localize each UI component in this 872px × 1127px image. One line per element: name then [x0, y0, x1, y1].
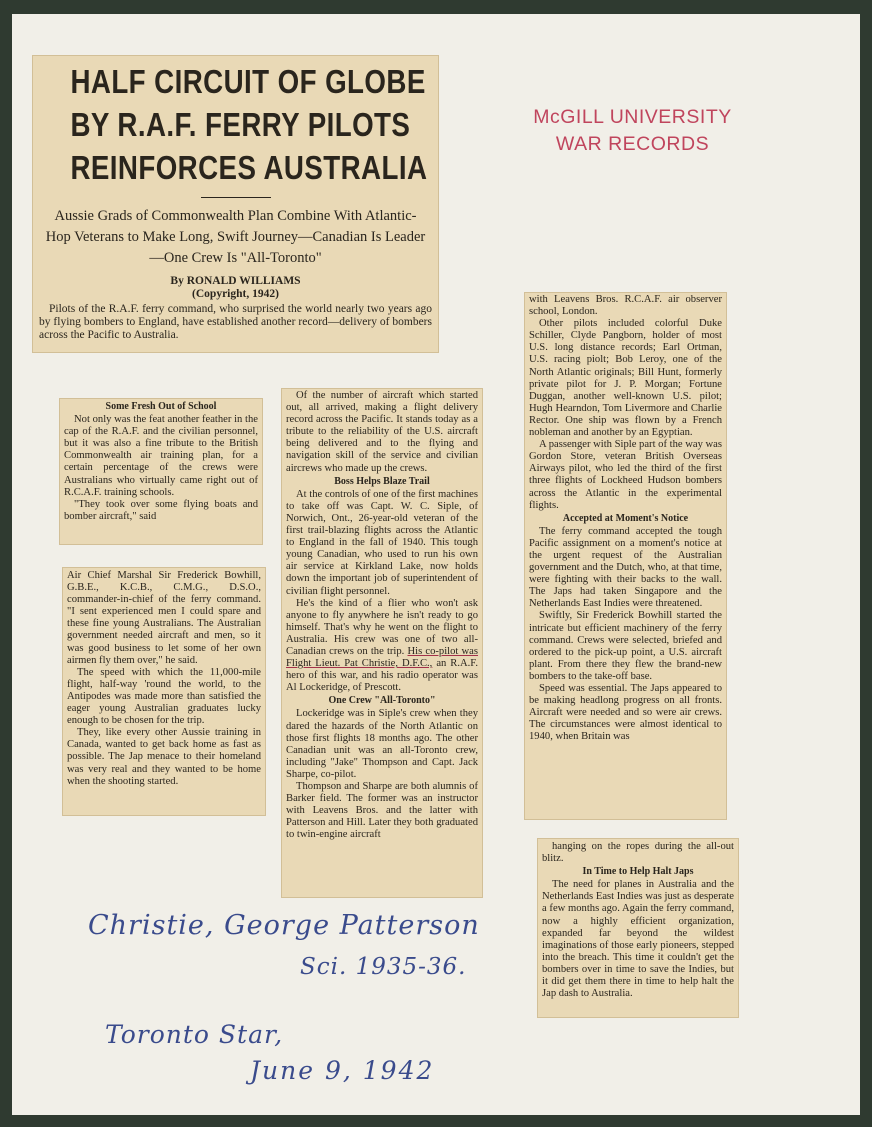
byline: By RONALD WILLIAMS: [170, 275, 301, 287]
handwritten-faculty-year: Sci. 1935-36.: [300, 954, 467, 980]
paragraph: The ferry command accepted the tough Pacific assignment on a moment's notice at the urgent request of the Australian government and the Dutch, who, at that time, were fighting with their backs to the wall. The Japs had taken Singapore and the Netherlands East Indies were threatened.: [529, 525, 722, 610]
underlined-christie: His co-pilot was Flight Lieut. Pat Christie, D.F.C.,: [286, 645, 478, 670]
headline-rule: [201, 197, 271, 198]
paragraph: Other pilots included colorful Duke Schiller, Clyde Pangborn, holder of most U.S. long distance records; Earl Ortman, U.S. racing piolt; Bob Leroy, one of the North Atlantic originals; Bill Hunt, formerly private pilot for J. P. Morgan; Fortune Duggan, another well-known U.S. pilot; Hugh Hearndon, Tom Livermore and Charlie Rector. One ship was flown by a French nobleman and another by an Egyptian.: [529, 318, 722, 439]
headline-line-3: REINFORCES AUSTRALIA: [70, 149, 428, 186]
clipping-col3a: [525, 293, 726, 819]
subhead-in-time: In Time to Help Halt Japs: [582, 866, 694, 878]
paragraph: Speed was essential. The Japs appeared to be making headlong progress on all fronts. Aircraft were needed and so were air crews. The circumstances were almost identical to 1940, when Britain was: [529, 683, 722, 743]
subhead-fresh-out: Some Fresh Out of School: [105, 401, 217, 412]
paragraph: A passenger with Siple part of the way was Gordon Store, veteran British Overseas Airways pilot, who led the third of the first three flights of Lockheed Hudson bombers across the Atlantic in the experimental flights.: [529, 439, 722, 511]
paragraph-part: He's the kind of a flier who won't ask anyone to fly anywhere he isn't ready to go himself. That's why he went on the flight to Australia. His crew was one of two all-Canadian crews on the trip.: [286, 597, 478, 657]
paragraph: Swiftly, Sir Frederick Bowhill started the intricate but efficient machinery of the ferry command. Crews were selected, briefed and ordered to the pick-up point, a U.S. aircraft plant. From there they flew the brand-new bombers to the take-off base.: [529, 610, 722, 682]
paragraph: The speed with which the 11,000-mile flight, half-way 'round the world, to the Antipodes was made more than satisfied the eager young Australian graduates lucky enough to be chosen for the trip.: [67, 666, 261, 727]
deck: Aussie Grads of Commonwealth Plan Combine With Atlantic-Hop Veterans to Make Long, Swift Journey—Canadian Is Leader—One Crew Is "All-Toronto": [45, 208, 426, 266]
headline-clipping: [33, 56, 438, 352]
clipping-col1b: [63, 568, 265, 815]
paragraph: At the controls of one of the first machines to take off was Capt. W. C. Siple, of Norwich, Ont., 26-year-old veteran of the first trail-blazing flights across the Atlantic to England in the fall of 1940. This tough young Canadian, who used to run his own air service at Kirkland Lake, now holds down the important job of superintendent of civilian flight personnel.: [286, 488, 478, 597]
stamp-line-1: McGILL UNIVERSITY: [533, 106, 732, 128]
subhead-accepted: Accepted at Moment's Notice: [562, 512, 689, 524]
paragraph-part: an R.A.F. hero of this war, and his radio operator was Al Lockeridge, of Prescott.: [286, 658, 478, 694]
headline-line-2: BY R.A.F. FERRY PILOTS: [70, 106, 411, 143]
subhead-all-toronto: One Crew "All-Toronto": [328, 695, 436, 707]
clipping-col3b: [538, 839, 738, 1017]
handwritten-source: Toronto Star,: [105, 1020, 284, 1049]
paragraph: hanging on the ropes during the all-out blitz.: [542, 841, 734, 865]
archive-stamp: [500, 104, 765, 158]
paragraph: Of the number of aircraft which started out, all arrived, making a flight delivery record across the Pacific. It stands today as a tribute to the reliability of the U.S. aircraft being delivered and to the flying and navigation skill of the service and civilian aircrews who made up the crews.: [286, 390, 478, 474]
copyright: (Copyright, 1942): [192, 288, 279, 300]
paragraph: Thompson and Sharpe are both alumnis of Barker field. The former was an instructor with Leavens Bros. and the latter with Patterson and Hill. Later they both graduated to twin-engine aircraft: [286, 781, 478, 841]
handwritten-date: June 9, 1942: [250, 1056, 435, 1085]
stamp-line-2: WAR RECORDS: [555, 133, 710, 155]
handwritten-name: Christie, George Patterson: [88, 910, 480, 941]
paragraph-christie: [286, 598, 478, 695]
paragraph: with Leavens Bros. R.C.A.F. air observer school, London.: [529, 294, 722, 318]
paragraph: "They took over some flying boats and bomber aircraft," said: [64, 498, 258, 522]
intro-paragraph: Pilots of the R.A.F. ferry command, who surprised the world nearly two years ago by flying bombers to England, have established another record—delivery of bombers across the Pacific to Australia.: [39, 303, 432, 341]
paragraph: Air Chief Marshal Sir Frederick Bowhill, G.B.E., K.C.B., C.M.G., D.S.O., commander-in-chief of the ferry command. "I sent experienced men I could spare and these fine young Australians. The Australian government needed aircraft and men, so it was good business to let some of her own airmen fly them over," he said.: [67, 570, 261, 666]
paragraph: Not only was the feat another feather in the cap of the R.A.F. and the civilian personnel, but it was also a fine tribute to the British Commonwealth air training plan, for a certain percentage of the crews were Australians who virtually came right out of R.C.A.F. training schools.: [64, 414, 258, 498]
subhead-boss-helps: Boss Helps Blaze Trail: [334, 475, 430, 487]
headline-line-1: HALF CIRCUIT OF GLOBE: [70, 63, 426, 100]
clipping-col1a: [60, 399, 262, 544]
clipping-col2: [282, 389, 482, 897]
paragraph: The need for planes in Australia and the Netherlands East Indies was just as desperate a few months ago. Again the ferry command, now a highly efficient organization, expanded far beyond the wildest imaginations of those early pioneers, stepped into the breach. This time it couldn't get the bombers over in time to save the Indies, but it did get them there in time to help halt the Jap dash to Australia.: [542, 879, 734, 1000]
paragraph: Lockeridge was in Siple's crew when they dared the hazards of the North Atlantic on those first flights 18 months ago. The other Canadian unit was an all-Toronto crew, including "Jake" Thompson and Capt. Jack Sharpe, co-pilot.: [286, 708, 478, 780]
paragraph: They, like every other Aussie training in Canada, wanted to get back home as fast as possible. The Jap menace to their homeland was very real and they wanted to be home when the shooting started.: [67, 727, 261, 787]
